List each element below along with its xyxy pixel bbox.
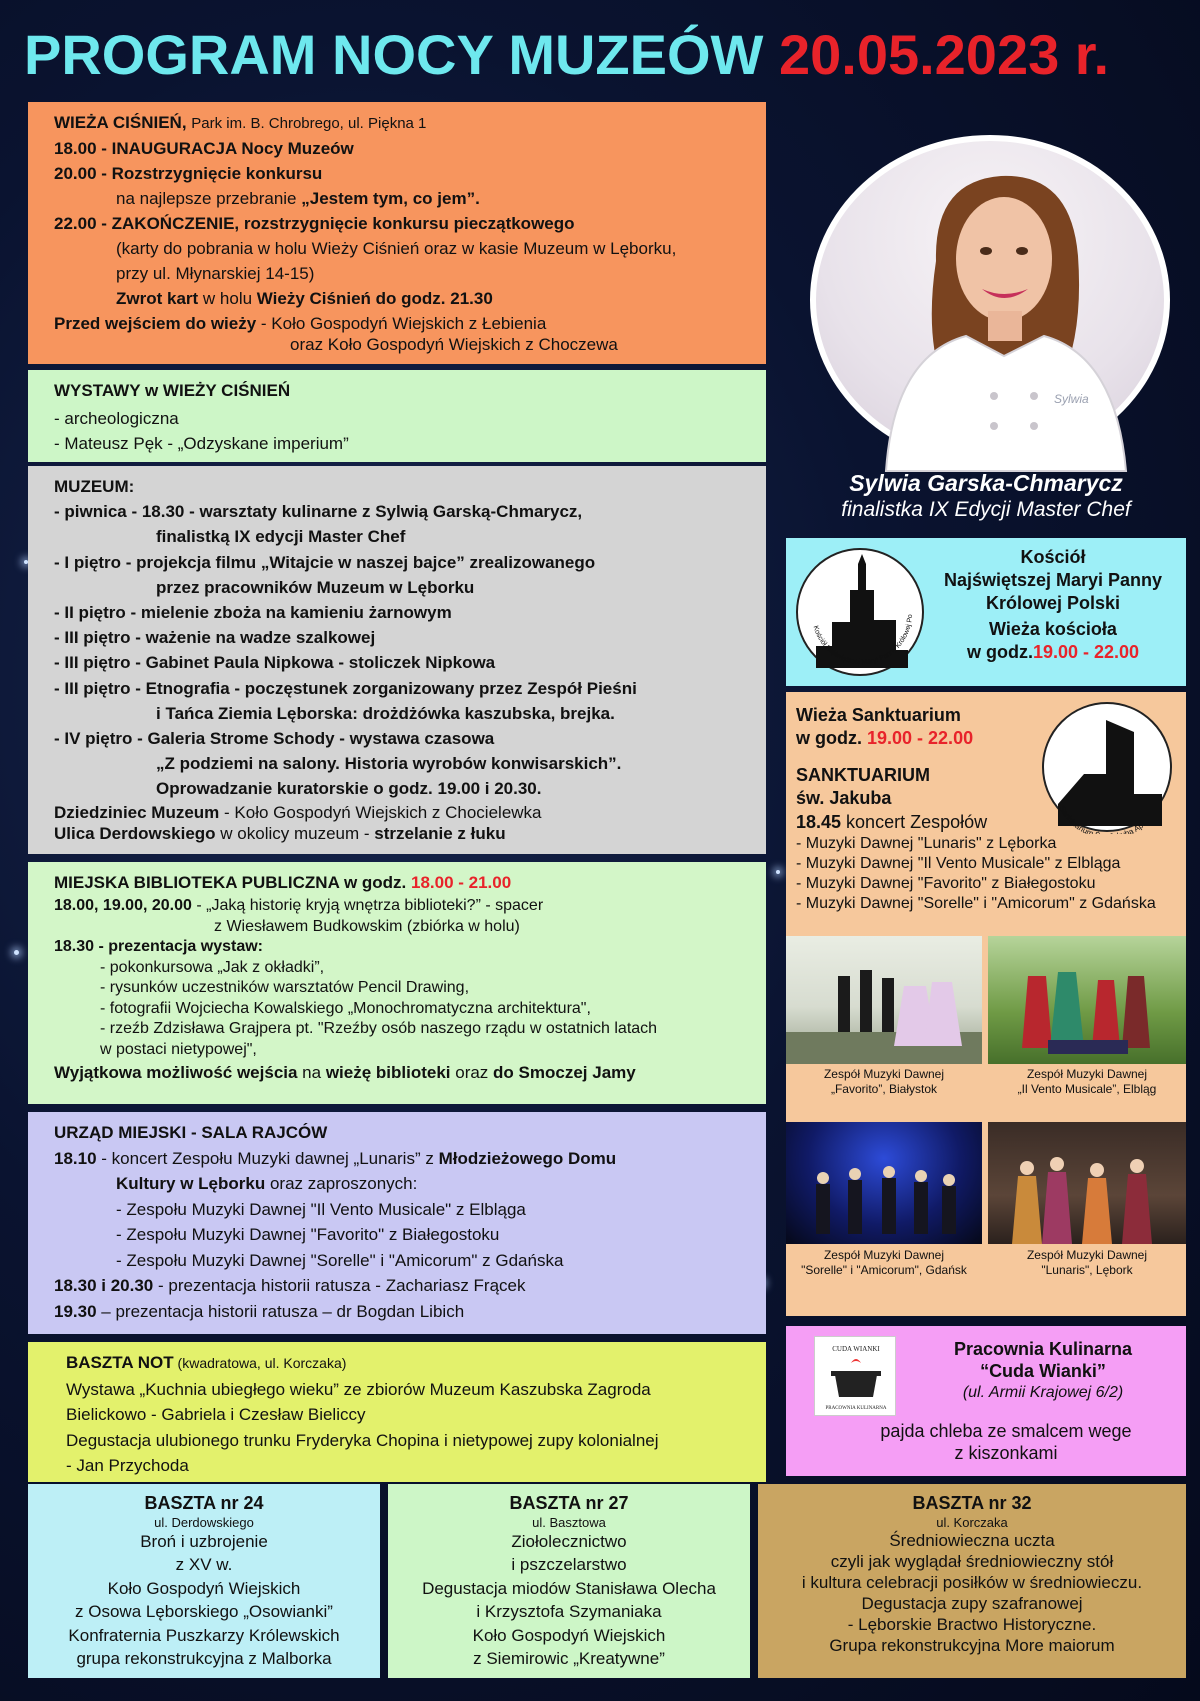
sanctuary-silhouette-icon: [1044, 704, 1174, 834]
museum-street: Ulica Derdowskiego: [54, 823, 216, 843]
museum-item: - IV piętro - Galeria Strome Schody - wystawa czasowa: [54, 729, 495, 749]
tower-32-line: - Lęborskie Bractwo Historyczne.: [847, 1614, 1097, 1634]
not-heading: BASZTA NOT: [66, 1353, 174, 1372]
tower-entrance-group1: - Koło Gospodyń Wiejskich z Łebienia: [256, 314, 547, 333]
museum-item: finalistką IX edycji Master Chef: [156, 527, 406, 547]
library-special-on: na: [297, 1063, 326, 1082]
sanctuary-tower-label: Wieża Sanktuarium: [796, 705, 961, 725]
tower-24-line: Konfraternia Puszkarzy Królewskich: [68, 1625, 340, 1645]
townhall-concert-time: 18.10: [54, 1148, 97, 1168]
museum-item: przez pracowników Muzeum w Lęborku: [156, 577, 475, 597]
tower-cards-info: (karty do pobrania w holu Wieży Ciśnień oraz w kasie Muzeum w Lęborku,: [116, 239, 677, 258]
tower-24-street: ul. Derdowskiego: [154, 1514, 254, 1530]
chef-portrait: [810, 135, 1170, 465]
townhall-guest-item: - Zespołu Muzyki Dawnej "Favorito" z Białegostoku: [116, 1225, 500, 1244]
tower-32-section: [758, 1484, 1186, 1678]
tower-entrance-group2: oraz Koło Gospodyń Wiejskich z Choczewa: [290, 335, 618, 354]
townhall-concert-desc: - koncert Zespołu Muzyki dawnej „Lunaris” z: [96, 1148, 439, 1168]
page-title: [24, 22, 1184, 92]
ensemble-photo: [988, 1122, 1186, 1244]
tower-return-label: Zwrot kart: [116, 289, 199, 308]
kitchen-name: Pracownia Kulinarna: [953, 1339, 1133, 1359]
photo-caption: Zespół Muzyki Dawnej: [823, 1248, 945, 1262]
sanctuary-concert-item: - Muzyki Dawnej "Favorito" z Białegostoku: [796, 875, 1096, 892]
tower-32-line: Degustacja zupy szafranowej: [861, 1593, 1083, 1613]
church-logo: [796, 548, 924, 676]
sanctuary-subheading: św. Jakuba: [796, 788, 892, 808]
tower-name: WIEŻA CIŚNIEŃ,: [54, 113, 187, 132]
tower-32-line: Średniowieczna uczta: [889, 1530, 1055, 1550]
photo-caption: Zespół Muzyki Dawnej: [1026, 1067, 1148, 1081]
museum-item: - piwnica - 18.30 - warsztaty kulinarne z Sylwią Garską-Chmarycz,: [54, 502, 583, 522]
tower-contest: 20.00 - Rozstrzygnięcie konkursu: [54, 164, 323, 183]
tower-27-line: Ziołolecznictwo: [511, 1531, 627, 1551]
sanctuary-logo-text: Sanktuarium ba Ap.: [1057, 804, 1147, 834]
photo-il-vento: [988, 936, 1186, 1064]
logo-bottom-text: PRACOWNIA KULINARNA: [825, 1406, 887, 1411]
sanctuary-section: [786, 692, 1186, 1316]
tower-24-line: Broń i uzbrojenie: [140, 1531, 268, 1551]
museum-street-where: w okolicy muzeum -: [215, 823, 375, 843]
townhall-concert-org2: Kultury w Lęborku: [116, 1174, 266, 1193]
library-exhibition-item: - pokonkursowa „Jak z okładki”,: [100, 958, 325, 976]
chef-portrait-image: [816, 141, 1176, 471]
sanctuary-hours: 19.00 - 22.00: [867, 728, 974, 748]
library-walk-guide: z Wiesławem Budkowskim (zbiórka w holu): [214, 917, 520, 935]
church-tower-label: Wieża kościoła: [989, 619, 1117, 639]
museum-archery: strzelanie z łuku: [374, 823, 506, 843]
townhall-history2-desc: – prezentacja historii ratusza – dr Bogdan Libich: [96, 1301, 465, 1321]
ensemble-photo: [786, 936, 982, 1064]
sanctuary-concert-time: 18.45: [796, 812, 842, 832]
tower-27-line: z Siemirowic „Kreatywne”: [473, 1649, 665, 1668]
townhall-heading: URZĄD MIEJSKI - SALA RAJCÓW: [54, 1123, 328, 1142]
chef-role: finalistka IX Edycji Master Chef: [841, 498, 1131, 521]
tower-32-line: czyli jak wyglądał średniowieczny stół: [830, 1551, 1114, 1571]
library-special: Wyjątkowa możliwość wejścia: [54, 1063, 298, 1082]
star-sparkle: [776, 870, 780, 874]
church-name-line: Kościół: [1020, 547, 1086, 567]
tower-24-line: z Osowa Lęborskiego „Osowianki”: [75, 1602, 333, 1621]
title-date: 20.05.2023 r.: [778, 23, 1110, 86]
museum-item: „Z podziemi na salony. Historia wyrobów konwisarskich”.: [156, 754, 622, 774]
star-sparkle: [14, 950, 19, 955]
museum-item: - III piętro - Etnografia - poczęstunek zorganizowany przez Zespół Pieśni: [54, 678, 637, 698]
townhall-history-times: 18.30 i 20.30: [54, 1276, 154, 1295]
title-main: PROGRAM NOCY MUZEÓW: [24, 23, 764, 86]
tower-27-heading: BASZTA nr 27: [509, 1493, 629, 1513]
tower-27-line: Degustacja miodów Stanisława Olecha: [422, 1578, 716, 1598]
photo-caption: Zespół Muzyki Dawnej: [823, 1067, 945, 1081]
sanctuary-concert-item: - Muzyki Dawnej "Sorelle" i "Amicorum" z Gdańska: [796, 895, 1156, 912]
church-name-line: Najświętszej Maryi Panny: [943, 570, 1163, 590]
library-walk-times: 18.00, 19.00, 20.00: [54, 897, 192, 914]
library-section: [28, 862, 766, 1104]
library-dragon-cave: do Smoczej Jamy: [493, 1063, 636, 1082]
photo-caption: "Sorelle" i "Amicorum", Gdańsk: [801, 1263, 967, 1277]
tower-27-line: Koło Gospodyń Wiejskich: [472, 1625, 666, 1645]
photo-caption: "Lunaris", Lębork: [1041, 1263, 1133, 1277]
library-hours: 18.00 - 21.00: [411, 873, 512, 892]
museum-item: i Tańca Ziemia Lęborska: drożdżówka kaszubska, brejka.: [156, 703, 615, 723]
exhibition-item: - archeologiczna: [54, 409, 179, 428]
tower-entrance-label: Przed wejściem do wieży: [54, 314, 257, 333]
tower-27-line: i Krzysztofa Szymaniaka: [476, 1602, 662, 1621]
tower-return-deadline: Wieży Ciśnień do godz. 21.30: [256, 289, 493, 308]
jacket-name: Sylwia: [1054, 392, 1089, 406]
not-line: Bielickowo - Gabriela i Czesław Bieliccy: [66, 1405, 366, 1424]
photo-caption: „Il Vento Musicale”, Elbląg: [1017, 1082, 1157, 1096]
library-exhibition-item: - fotografii Wojciecha Kowalskiego „Monochromatyczna architektura",: [100, 999, 591, 1017]
tower-24-section: [28, 1484, 380, 1678]
tower-24-line: z XV w.: [175, 1555, 233, 1574]
not-line: Wystawa „Kuchnia ubiegłego wieku” ze zbiorów Muzeum Kaszubska Zagroda: [66, 1379, 651, 1399]
tower-32-line: Grupa rekonstrukcyjna More maiorum: [829, 1635, 1115, 1655]
museum-heading: MUZEUM:: [54, 477, 135, 496]
townhall-invited: oraz zaproszonych:: [265, 1174, 418, 1193]
tower-24-heading: BASZTA nr 24: [144, 1493, 264, 1513]
not-tower-section: [28, 1342, 766, 1482]
photo-sorelle-amicorum: [786, 1122, 982, 1244]
photo-caption: Zespół Muzyki Dawnej: [1026, 1248, 1148, 1262]
kitchen-section: [786, 1326, 1186, 1476]
water-tower-section: [28, 102, 766, 364]
library-tower: wieżę biblioteki: [325, 1063, 451, 1082]
tower-contest-theme: „Jestem tym, co jem”.: [301, 189, 480, 208]
tower-32-line: i kultura celebracji posiłków w średniowieczu.: [801, 1572, 1143, 1592]
museum-item: - I piętro - projekcja filmu „Witajcie w naszej bajce” zrealizowanego: [54, 552, 596, 572]
library-heading: MIEJSKA BIBLIOTEKA PUBLICZNA w godz.: [54, 873, 411, 892]
tower-27-street: ul. Basztowa: [532, 1514, 606, 1530]
kitchen-offer: pajda chleba ze smalcem wege: [880, 1421, 1132, 1441]
tower-32-heading: BASZTA nr 32: [912, 1493, 1032, 1513]
library-exhibitions-heading: 18.30 - prezentacja wystaw:: [54, 938, 263, 955]
not-line: - Jan Przychoda: [66, 1456, 189, 1475]
tower-24-line: grupa rekonstrukcyjna z Malborka: [76, 1649, 332, 1668]
museum-courtyard: Dziedziniec Muzeum: [54, 802, 220, 822]
sanctuary-concert-label: koncert Zespołów: [841, 812, 988, 832]
museum-section: [28, 466, 766, 854]
church-silhouette-icon: [798, 550, 926, 678]
museum-item: - III piętro - ważenie na wadze szalkowej: [54, 628, 376, 648]
kitchen-address: (ul. Armii Krajowej 6/2): [962, 1384, 1124, 1401]
tower-27-section: [388, 1484, 750, 1678]
townhall-history2-time: 19.30: [54, 1301, 97, 1321]
church-logo-text: Kościół Najświętszej Maryi Panny Królowej Po: [811, 614, 915, 667]
sanctuary-heading: SANKTUARIUM: [796, 765, 930, 785]
library-exhibition-item: - rzeźb Zdzisława Grajpera pt. "Rzeźby osób naszego rządu w ostatnich latach: [100, 1020, 658, 1037]
townhall-history-desc: - prezentacja historii ratusza - Zachariasz Frącek: [153, 1276, 526, 1295]
townhall-guest-item: - Zespołu Muzyki Dawnej "Sorelle" i "Amicorum" z Gdańska: [116, 1250, 564, 1270]
not-line: Degustacja ulubionego trunku Fryderyka Chopina i nietypowej zupy kolonialnej: [66, 1430, 659, 1450]
ensemble-photo: [988, 936, 1186, 1064]
tower-return-where: w holu: [198, 289, 257, 308]
church-hours-label: w godz.: [966, 642, 1033, 662]
cuda-wianki-logo: [814, 1336, 896, 1416]
town-hall-section: [28, 1112, 766, 1334]
library-walk-desc: - „Jaką historię kryją wnętrza biblioteki?” - spacer: [191, 897, 544, 914]
tower-32-street: ul. Korczaka: [936, 1514, 1008, 1530]
photo-favorito: [786, 936, 982, 1064]
logo-top-text: CUDA WIANKI: [832, 1345, 880, 1353]
ensemble-photo: [786, 1122, 982, 1244]
photo-lunaris: [988, 1122, 1186, 1244]
photo-caption: „Favorito”, Białystok: [830, 1082, 938, 1096]
church-hours: 19.00 - 22.00: [1032, 642, 1140, 662]
museum-item: - III piętro - Gabinet Paula Nipkowa - stoliczek Nipkowa: [54, 653, 496, 673]
townhall-guest-item: - Zespołu Muzyki Dawnej "Il Vento Musicale" z Elbląga: [116, 1199, 526, 1219]
church-section: [786, 538, 1186, 686]
tower-inauguration: 18.00 - INAUGURACJA Nocy Muzeów: [54, 139, 354, 158]
tower-27-line: i pszczelarstwo: [511, 1555, 627, 1574]
townhall-concert-org: Młodzieżowego Domu: [438, 1148, 617, 1168]
tower-cards-address: przy ul. Młynarskiej 14-15): [116, 264, 315, 283]
exhibition-item: - Mateusz Pęk - „Odzyskane imperium”: [54, 434, 349, 453]
sanctuary-concert-item: - Muzyki Dawnej "Il Vento Musicale" z Elbląga: [796, 855, 1121, 872]
pot-icon: [815, 1337, 897, 1417]
tower-closing: 22.00 - ZAKOŃCZENIE, rozstrzygnięcie konkursu pieczątkowego: [54, 214, 575, 233]
museum-courtyard-group: - Koło Gospodyń Wiejskich z Chocielewka: [219, 802, 542, 822]
museum-item: - II piętro - mielenie zboża na kamieniu żarnowym: [54, 603, 452, 623]
kitchen-brand: “Cuda Wianki”: [980, 1361, 1106, 1381]
sanctuary-logo: [1042, 702, 1172, 832]
museum-item: Oprowadzanie kuratorskie o godz. 19.00 i 20.30.: [156, 779, 542, 799]
not-subheading: (kwadratowa, ul. Korczaka): [173, 1355, 347, 1371]
library-exhibition-item: - rysunków uczestników warsztatów Pencil Drawing,: [100, 979, 470, 996]
chef-name: Sylwia Garska-Chmarycz: [849, 470, 1123, 496]
sanctuary-concert-item: - Muzyki Dawnej "Lunaris" z Lęborka: [796, 835, 1057, 852]
tower-address: Park im. B. Chrobrego, ul. Piękna 1: [191, 115, 427, 132]
church-name-line: Królowej Polski: [985, 593, 1121, 613]
library-and: oraz: [450, 1063, 494, 1082]
sanctuary-hours-label: w godz.: [796, 728, 867, 748]
kitchen-offer: z kiszonkami: [954, 1443, 1058, 1463]
exhibitions-heading: WYSTAWY w WIEŻY CIŚNIEŃ: [54, 381, 291, 400]
tower-contest-desc: na najlepsze przebranie: [116, 189, 302, 208]
library-exhibition-item: w postaci nietypowej",: [100, 1040, 257, 1058]
tower-24-line: Koło Gospodyń Wiejskich: [107, 1578, 301, 1598]
exhibitions-section: [28, 370, 766, 462]
